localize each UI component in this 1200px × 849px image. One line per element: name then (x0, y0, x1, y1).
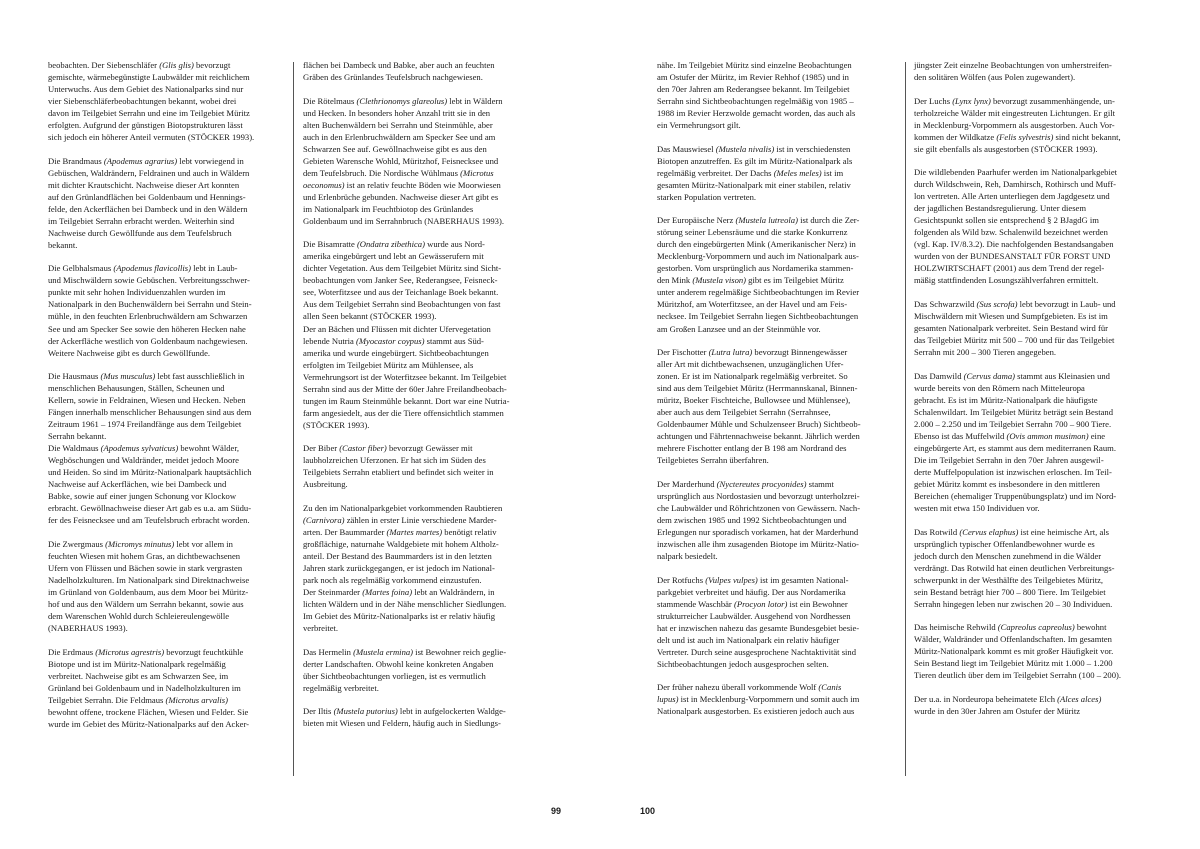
page-number-right: 100 (640, 806, 656, 816)
paragraph-text: Das Hermelin (303, 646, 354, 657)
paragraph-text: ist Bewohner reich geglie- derter Landschaften. Obwohl keine konkreten Angaben über Sichtbeobachtungen vorliegen, ist es vermutlich regelmäßig verbreitet. (303, 646, 507, 693)
paragraph-text: lebt fast ausschließlich in menschlichen Behausungen, Ställen, Scheunen und Kellern, sowie in Feldrainen, Wiesen und Hecken. Neben Fängen innerhalb menschlicher Behausungen sind aus dem Zeitraum 1961 – 1974 Freilandfänge aus dem Teilgebiet Serrahn bekannt. (48, 371, 252, 442)
species-name: (Procyon lotor) (733, 598, 788, 609)
species-name: (Nyctereutes procyonides) (716, 478, 807, 489)
paragraph (303, 95, 543, 227)
species-name: (Castor fiber) (339, 443, 387, 454)
paragraph-text: ist in Mecklenburg-Vorpommern und somit auch im Nationalpark ausgestorben. Es existieren jedoch auch aus (657, 694, 860, 717)
paragraph-text: bewohnt Wälder, Wegböschungen und Waldränder, meidet jedoch Moore und Heiden. So sind im Müritz-Nationalpark hauptsächlich Nachweise auf Ackerflächen, wie bei Dambeck und Babke, sowie auf einer jungen Schonung vor Klockow erbracht. Gewöllnachweise dieser Art gab es u.a. am Südu- fer des Feisnecksee und am Teufelsbruch erbracht worden. (48, 443, 252, 526)
paragraph-text: ist an relativ feuchte Böden wie Moorwiesen und Erlenbrüche gebunden. Nachweise dieser Art gibt es im Nationalpark im Feuchtbiotop des Grünlandes Goldenbaum und im Serrahnbruch (NABERHAUS 1993). (303, 179, 504, 226)
species-name: (Ondatra zibethica) (356, 239, 425, 250)
paragraph (48, 262, 280, 358)
paragraph (657, 59, 893, 131)
paragraph-text: wurde in den 30er Jahren am Ostufer der Müritz (914, 705, 1081, 716)
paragraph-text: Der früher nahezu überall vorkommende Wolf (657, 682, 819, 693)
paragraph (914, 370, 1154, 514)
species-name: (Apodemus agrarius) (103, 155, 178, 166)
species-name: (Lutra lutra) (708, 347, 753, 358)
column-rule (293, 62, 294, 776)
paragraph-text: Der Fischotter (657, 347, 709, 358)
paragraph-text: Der Europäische Nerz (657, 215, 736, 226)
paragraph (914, 693, 1154, 717)
paragraph (303, 442, 543, 490)
paragraph-text: lebt vor allem in feuchten Wiesen mit hohem Gras, an dichtbewachsenen Ufern von Flüssen und Bächen sowie in stark vergrasten Nadelholzkulturen. Im Nationalpark sind Direktnachweise im Grünland von Goldenbaum, aus dem Moor bei Müritz- hof und aus den Wäldern um Serrahn bekannt, sowie aus dem Warenschen Wohld durch Schleiereulengewölle (NABERHAUS 1993). (48, 538, 250, 634)
paragraph-text: lebt in Wäldern und Hecken. In besonders hoher Anzahl tritt sie in den alten Buchenwäldern bei Serrahn und Steinmühle, aber auch in den Erlenbruchwäldern am Specker See und am Schwarzen See auf. Gewöllnachweise gibt es aus den Gebieten Warensche Wohld, Müritzhof, Feisnecksee und dem Teufelsbruch. Die Nordische Wühlmaus (303, 95, 503, 178)
column-1 (48, 59, 280, 741)
paragraph (657, 478, 893, 562)
paragraph-text: stammt aus Süd- amerika und wurde eingebürgert. Sichtbeobachtungen erfolgten im Teilgebiet Müritz am Mühlensee, als Vermehrungsort ist der Woterfitzsee bekannt. Im Teilgebiet Serrahn sind aus der Mitte der 60er Jahre Freilandbeobach- tungen im Raum Steinmühle bekannt. Dort war eine Nutria- farm angesiedelt, aus der die Tiere offensichtlich stammen (STÖCKER 1993). (303, 335, 510, 430)
paragraph-text: sind nicht bekannt, sie gilt ebenfalls als ausgestorben (STÖCKER 1993). (914, 131, 1121, 154)
paragraph-text: flächen bei Dambeck und Babke, aber auch an feuchten Gräben des Grünlandes Teufelsbruch nachgewiesen. (303, 60, 495, 83)
paragraph (914, 95, 1154, 155)
paragraph-text: lebt bevorzugt in Laub- und Mischwäldern mit Wiesen und Sumpfgebieten. Es ist im gesamten Nationalpark verbreitet. Sein Bestand wird für das Teilgebiet Müritz mit 500 – 700 und für das Teilgebiet Serrahn mit 200 – 300 Tieren angegeben. (914, 299, 1116, 358)
paragraph (657, 214, 893, 334)
paragraph-text: Das Schwarzwild (914, 299, 977, 310)
paragraph-text: lebt vorwiegend in Gebüschen, Waldrändern, Feldrainen und auch in Wäldern mit dichter Krautschicht. Nachweise dieser Art konnten auf den Grünlandflächen bei Goldenbaum und Hennings- felde, den Ackerflächen bei Dambeck und in den Wäldern im Teilgebiet Serrahn erbracht werden. Weiterhin sind Nachweise durch Gewöllfunde aus dem Teufelsbruch bekannt. (48, 155, 250, 250)
species-name: (Cervus dama) (963, 370, 1015, 381)
paragraph-text: Die Waldmaus (48, 443, 101, 454)
species-name: (Alces alces) (1057, 693, 1102, 704)
paragraph (48, 370, 280, 442)
paragraph (657, 681, 893, 717)
species-name: (Cervus elaphus) (959, 526, 1019, 537)
paragraph-text: bewohnt offene, trockene Flächen, Wiesen und Felder. Sie wurde im Gebiet des Müritz-Nationalparks auf den Acker- (48, 706, 249, 729)
paragraph (48, 155, 280, 251)
paragraph-text: bevorzugt Binnengewässer aller Art mit dichtbewachsenen, unzugänglichen Ufer- zonen. Er ist im Nationalpark regelmäßig verbreitet. So sind aus dem Teilgebiet Müritz (Herrmannskanal, Binnen- müritz, Boeker Fischteiche, Bullowsee und Mühlensee), aber auch aus dem Teilgebiet Serrahn (Serrahnsee, Goldenbaumer Mühle und Schulzenseer Bruch) Sichtbeob- achtungen und Fährtennachweise bekannt. Jährlich werden mehrere Fischotter entlang der B 198 am Nordrand des Teilgebietes Serrahn überfahren. (657, 347, 861, 466)
paragraph-text: Das Damwild (914, 370, 964, 381)
species-name: (Micromys minutus) (105, 538, 175, 549)
paragraph (303, 238, 543, 322)
paragraph-text: Der an Bächen und Flüssen mit dichter Ufervegetation lebende Nutria (303, 323, 491, 346)
species-name: (Vulpes vulpes) (705, 574, 758, 585)
paragraph-text: Die wildlebenden Paarhufer werden im Nationalparkgebiet durch Wildschwein, Reh, Damhirsch, Rothirsch und Muff- lon vertreten. Alle Arten unterliegen dem Jagdgesetz und der jagdlichen Bestandsregulierung. Unter diesem Gesichtspunkt sollen sie entsprechend § 2 BJagdG im folgenden als Wild bzw. Schalenwild bezeichnet werden (vgl. Kap. IV/8.3.2). Die nachfolgenden Bestandsangaben wurden von der BUNDESANSTALT FÜR FORST UND HOLZWIRTSCHAFT (2001) aus dem Trend der regel- mäßig stattfindenden Losungszählverfahren ermittelt. (914, 167, 1118, 286)
paragraph-text: Das Mauswiesel (657, 143, 716, 154)
species-name: (Canis lupus) (657, 682, 842, 705)
species-name: (Sus scrofa) (976, 299, 1018, 310)
column-rule (905, 62, 906, 776)
paragraph-text: Das heimische Rehwild (914, 622, 998, 633)
paragraph-text: jüngster Zeit einzelne Beobachtungen von umherstreifen- den solitären Wölfen (aus Polen zugewandert). (914, 60, 1112, 83)
paragraph-text: Der Biber (303, 443, 340, 454)
paragraph (914, 526, 1154, 610)
paragraph (48, 59, 280, 143)
paragraph (303, 646, 543, 694)
paragraph (914, 298, 1154, 358)
species-name: (Microtus oeconomus) (303, 167, 494, 190)
species-name: (Apodemus flavicollis) (113, 263, 191, 274)
paragraph (303, 59, 543, 83)
paragraph-text: ist im gesamten National- parkgebiet verbreitet und häufig. Der aus Nordamerika stammende Waschbär (657, 574, 849, 609)
paragraph-text: Der Luchs (914, 95, 953, 106)
paragraph-text: bevorzugt Gewässer mit laubholzreichen Uferzonen. Er hat sich im Süden des Teilgebiets Serrahn etabliert und befindet sich weiter in Ausbreitung. (303, 443, 494, 490)
paragraph-text: stammt ursprünglich aus Nordostasien und bevorzugt unterholzrei- che Laubwälder und Röhrichtzonen von Gewässern. Nach- dem zwischen 1985 und 1992 Sichtbeobachtungen und Erlegungen nur sporadisch vorkamen, hat der Marderhund inzwischen alle ihm zusagenden Biotope im Müritz-Natio- nalpark besiedelt. (657, 478, 861, 561)
species-name: (Lynx lynx) (952, 95, 991, 106)
paragraph-text: ist im gesamten Müritz-Nationalpark mit einer stabilen, relativ starken Population vertreten. (657, 167, 851, 202)
paragraph (303, 323, 543, 431)
species-name: (Microtus arvalis) (165, 694, 228, 705)
species-name: (Microtus agrestris) (95, 646, 165, 657)
species-name: (Clethrionomys glareolus) (356, 95, 448, 106)
paragraph-text: bevorzugt zusammenhängende, un- terholzreiche Wälder mit eingestreuten Lichtungen. Er gilt in Mecklenburg-Vorpommern als ausgestorben. Auch Vor- kommen der Wildkatze (914, 95, 1116, 142)
page-number-left: 99 (551, 806, 562, 816)
species-name: (Capreolus capreolus) (997, 622, 1075, 633)
paragraph (657, 574, 893, 670)
species-name: (Mus musculus) (100, 371, 156, 382)
paragraph-text: Das Rotwild (914, 526, 960, 537)
paragraph-text: Die Bisamratte (303, 239, 357, 250)
species-name: (Apodemus sylvaticus) (100, 443, 179, 454)
paragraph-text: benötigt relativ großflächige, naturnahe Waldgebiete mit hohem Altholz- anteil. Der Bestand des Baummarders ist in den letzten Jahren stark zurückgegangen, er ist jedoch im National- park noch als regelmäßig vorkommend einzustufen. Der Steinmarder (303, 526, 499, 597)
paragraph-text: stammt aus Kleinasien und wurde bereits von den Römern nach Mitteleuropa gebracht. Es ist im Müritz-Nationalpark die häufigste Schalenwildart. Im Teilgebiet Müritz beträgt sein Bestand 2.000 – 2.250 und im Teilgebiet Serrahn 700 – 900 Tiere. Ebenso ist das Muffelwild (914, 370, 1113, 441)
paragraph-text: eine eingebürgerte Art, es stammt aus dem mediterranen Raum. Die im Teilgebiet Serrahn in den 70er Jahren ausgewil- derte Muffelpopulation ist inzwischen erloschen. Im Teil- gebiet Müritz kommt es insbesondere in den mittleren Bereichen (ehemaliger Truppenübungsplatz) und im Nord- westen mit etwa 150 Individuen vor. (914, 430, 1117, 513)
paragraph-text: Die Rötelmaus (303, 95, 357, 106)
paragraph (657, 346, 893, 466)
species-name: (Ovis ammon musimon) (1006, 430, 1089, 441)
paragraph-text: bevorzugt feuchtkühle Biotope und ist im Müritz-Nationalpark regelmäßig verbreitet. Nachweise gibt es am Schwarzen See, im Grünland bei Goldenbaum und in Nadelholzkulturen im Teilgebiet Serrahn. Die Feldmaus (48, 646, 244, 705)
species-name: (Mustela lutreola) (735, 215, 798, 226)
paragraph (914, 621, 1154, 681)
paragraph-text: Der Iltis (303, 706, 334, 717)
paragraph-text: ist in verschiedensten Biotopen anzutreffen. Es gilt im Müritz-Nationalpark als regelmäßig verbreitet. Der Dachs (657, 143, 853, 178)
paragraph-text: ist eine heimische Art, als ursprünglich typischer Offenlandbewohner wurde es jedoch durch den Menschen zunehmend in die Wälder verdrängt. Das Rotwild hat einen deutlichen Verbreitungs- schwerpunkt in der Westhälfte des Teilgebietes Müritz, sein Bestand beträgt hier 700 – 800 Tiere. Im Teilgebiet Serrahn hingegen leben nur zwischen 20 – 30 Individuen. (914, 526, 1115, 609)
paragraph-text: Der u.a. in Nordeuropa beheimatete Elch (914, 693, 1058, 704)
paragraph-text: lebt an Waldrändern, in lichten Wäldern und in der Nähe menschlicher Siedlungen. Im Gebiet des Müritz-Nationalparks ist er relativ häufig verbreitet. (303, 587, 507, 634)
paragraph-text: Der Rotfuchs (657, 574, 706, 585)
paragraph-text: lebt in aufgelockerten Waldge- bieten mit Wiesen und Feldern, häufig auch in Siedlungs- (303, 706, 506, 729)
paragraph-text: Die Brandmaus (48, 155, 104, 166)
paragraph-text: beobachten. Der Siebenschläfer (48, 60, 160, 70)
paragraph (48, 646, 280, 730)
paragraph-text: wurde aus Nord- amerika eingebürgert und lebt an Gewässerufern mit dichter Vegetation. Aus dem Teilgebiet Müritz sind Sicht- beobachtungen vom Janker See, Rederangsee, Feisneck- see, Woterfitzsee und aus der Teichanlage Boek bekannt. Aus dem Teilgebiet Serrahn sind Beobachtungen von fast allen Seen bekannt (STÖCKER 1993). (303, 239, 502, 322)
species-name: (Meles meles) (773, 167, 822, 178)
species-name: (Martes foina) (362, 587, 413, 597)
species-name: (Glis glis) (159, 60, 194, 70)
paragraph-text: bewohnt Wälder, Waldränder und Offenlandschaften. Im gesamten Müritz-Nationalpark kommt es mit großer Häufigkeit vor. Sein Bestand liegt im Teilgebiet Müritz mit 1.000 – 1.200 Tieren deutlich über dem im Teilgebiet Serrahn (100 – 200). (914, 622, 1122, 681)
paragraph-text: Der Marderhund (657, 478, 717, 489)
paragraph (303, 502, 543, 634)
species-name: (Felis sylvestris) (996, 131, 1054, 142)
paragraph (303, 705, 543, 729)
paragraph (657, 143, 893, 203)
paragraph-text: Die Hausmaus (48, 371, 101, 382)
paragraph-text: bevorzugt gemischte, wärmebegünstigte Laubwälder mit reichlichem Unterwuchs. Aus dem Gebiet des Nationalparks sind nur vier Siebenschläferbeobachtungen bekannt, wobei drei davon im Teilgebiet Serrahn und eine im Teilgebiet Müritz erfolgten. Aufgrund der günstigen Biotopstrukturen lässt sich jedoch ein höherer Anteil vermuten (STÖCKER 1993). (48, 60, 255, 143)
species-name: (Myocastor coypus) (355, 335, 425, 346)
species-name: (Martes martes) (386, 526, 443, 537)
paragraph (48, 538, 280, 634)
species-name: (Mustela putorius) (333, 706, 398, 717)
column-4 (914, 59, 1154, 729)
paragraph (48, 442, 280, 526)
paragraph-text: gibt es im Teilgebiet Müritz unter anderem regelmäßige Sichtbeobachtungen im Revier Müritzhof, am Woterfitzsee, an der Havel und am Feis- necksee. Im Teilgebiet Serrahn liegen Sichtbeobachtungen am Großen Lanzsee und an der Steinmühle vor. (657, 275, 860, 334)
species-name: (Carnivora) (303, 514, 345, 525)
paragraph-text: zählen in erster Linie verschiedene Marder- arten. Der Baummarder (303, 514, 497, 537)
species-name: (Mustela ermina) (353, 646, 414, 657)
species-name: (Mustela nivalis) (715, 143, 775, 154)
paragraph-text: nähe. Im Teilgebiet Müritz sind einzelne Beobachtungen am Ostufer der Müritz, im Revier Rehhof (1985) und in den 70er Jahren am Rederangsee bekannt. Im Teilgebiet Serrahn sind Sichtbeobachtungen regelmäßig von 1985 – 1988 im Revier Herzwolde gemacht worden, das auch als ein Vermehrungsort gilt. (657, 60, 856, 131)
species-name: (Mustela vison) (692, 275, 747, 286)
paragraph-text: Die Zwergmaus (48, 538, 106, 549)
paragraph-text: lebt in Laub- und Mischwäldern sowie Gebüschen. Verbreitungsschwer- punkte mit sehr hohen Individuenzahlen wurden im Nationalpark in den Buchenwäldern bei Serrahn und Stein- mühle, in den feuchten Erlenbruchwäldern am Schwarzen See und am Specker See sowie den höheren Hecken nahe der Ackerfläche westlich von Goldenbaum nachgewiesen. Weitere Nachweise gibt es durch Gewöllfunde. (48, 263, 252, 358)
paragraph (914, 166, 1154, 286)
paragraph-text: Die Gelbhalsmaus (48, 263, 114, 274)
column-2 (303, 59, 543, 741)
paragraph-text: Zu den im Nationalparkgebiet vorkommenden Raubtieren (303, 502, 503, 513)
column-3 (657, 59, 893, 729)
paragraph-text: ist durch die Zer- störung seiner Lebensräume und die starke Konkurrenz durch den eingebürgerten Mink (Amerikanischer Nerz) in Mecklenburg-Vorpommern und auch im Nationalpark aus- gestorben. Vom ursprünglich aus Nordamerika stammen- den Mink (657, 215, 860, 286)
paragraph-text: Die Erdmaus (48, 646, 96, 657)
paragraph-text: ist ein Bewohner strukturreicher Laubwälder. Ausgehend von Nordhessen hat er inzwischen nahezu das gesamte Bundesgebiet besie- delt und ist auch im Nationalpark ein relativ häufiger Vertreter. Durch seine ausgesprochene Nachtaktivität sind Sichtbeobachtungen jedoch ausgesprochen selten. (657, 598, 860, 669)
paragraph (914, 59, 1154, 83)
